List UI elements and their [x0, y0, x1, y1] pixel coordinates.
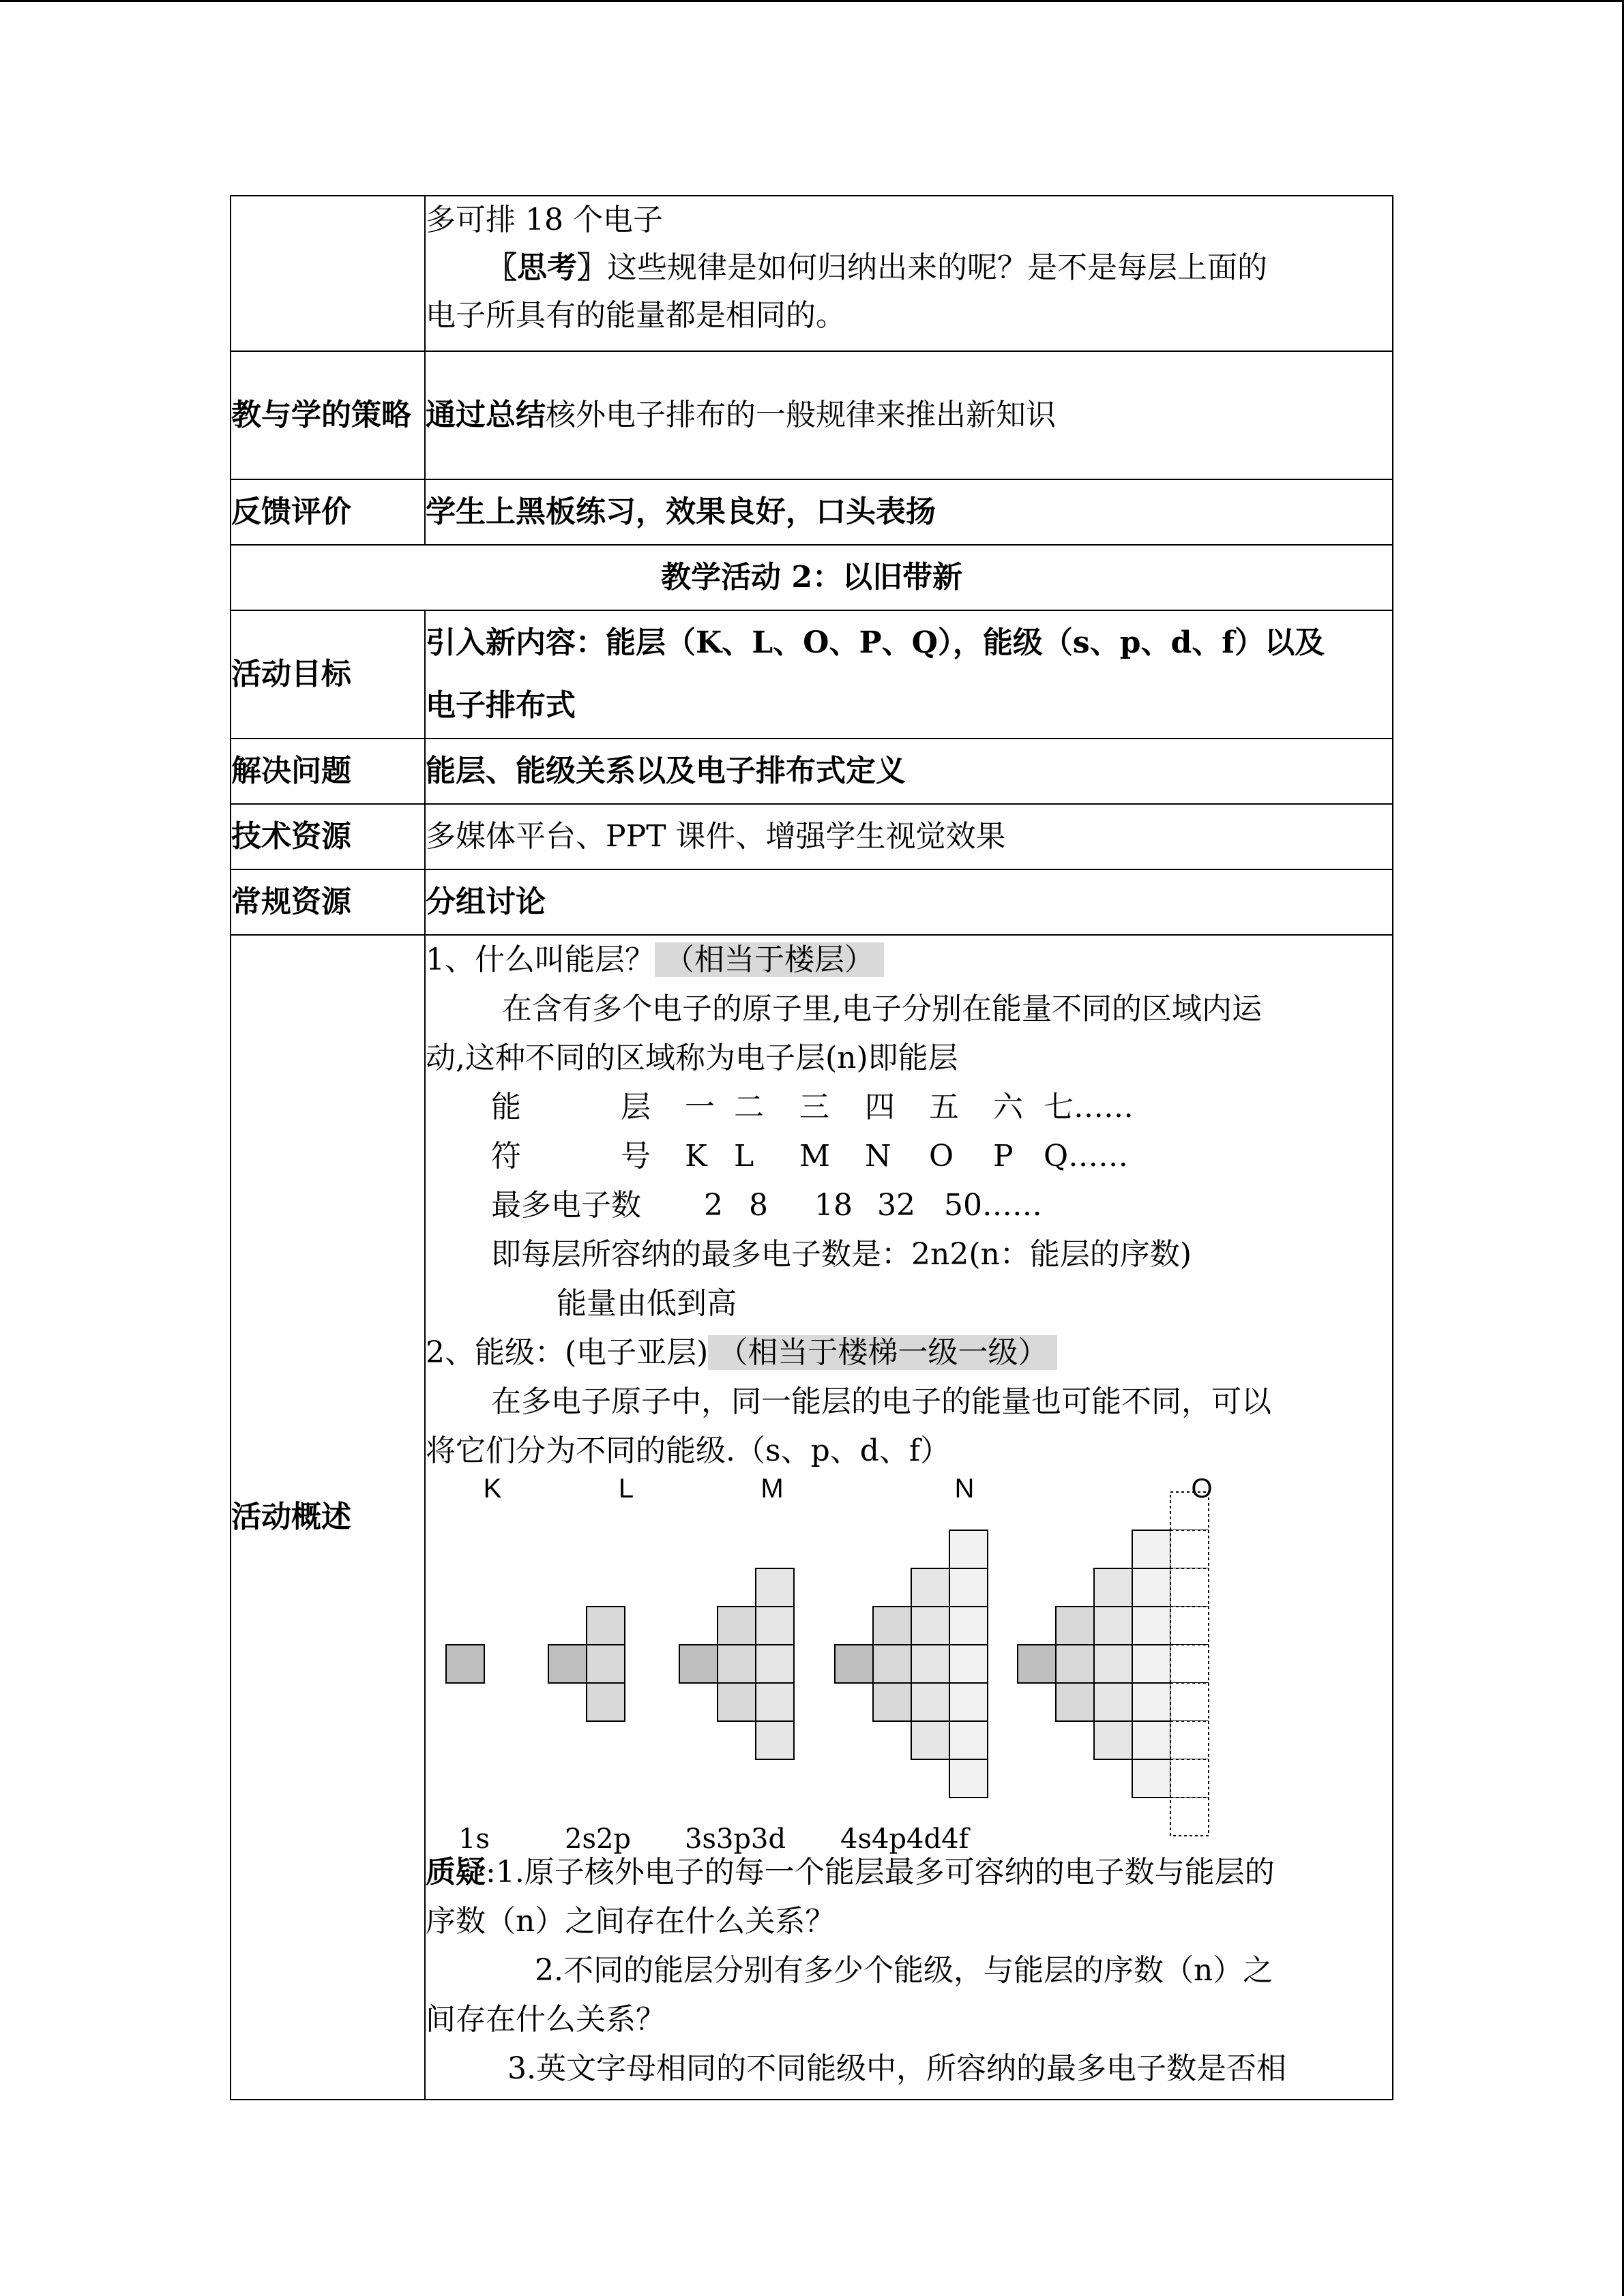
level-symbols-row — [426, 1132, 1392, 1181]
orbital-box-s — [1018, 1645, 1056, 1683]
orbital-box-g — [1170, 1607, 1209, 1645]
orbital-box-g — [1170, 1759, 1209, 1798]
text: O — [929, 1139, 954, 1174]
text: K — [685, 1139, 707, 1174]
table-row — [231, 739, 1393, 804]
text-line: 多可排 18 个电子 — [426, 203, 663, 237]
text: Q…… — [1044, 1139, 1129, 1174]
orbital-box-g — [1170, 1798, 1209, 1836]
orbital-box-f — [1132, 1645, 1170, 1683]
content-cell — [425, 610, 1393, 739]
think-tag: 〖思考〗 — [487, 250, 607, 285]
text: L — [734, 1139, 754, 1174]
orbital-box-d — [1094, 1607, 1132, 1645]
orbital-box-g — [1170, 1721, 1209, 1759]
overview-cell — [425, 935, 1393, 2100]
text: 32 — [877, 1188, 915, 1223]
content-cell: 分组讨论 — [425, 869, 1393, 935]
orbital-box-s — [679, 1645, 718, 1683]
text-line: 将它们分为不同的能级.（s、p、d、f） — [426, 1433, 951, 1468]
orbital-box-f — [949, 1683, 988, 1721]
shell-letter: M — [761, 1474, 784, 1504]
orbital-box-d — [911, 1607, 949, 1645]
orbital-box-p — [873, 1645, 911, 1683]
energy-level-svg — [426, 1473, 1408, 1855]
sublevel-label: 2s2p — [565, 1823, 632, 1855]
content-cell — [425, 351, 1393, 479]
content-cell: 学生上黑板练习，效果良好，口头表扬 — [425, 479, 1393, 545]
orbital-box-g — [1170, 1645, 1209, 1683]
orbital-box-f — [1132, 1530, 1170, 1568]
orbital-box-g — [1170, 1683, 1209, 1721]
table-row — [231, 351, 1393, 479]
orbital-box-d — [756, 1645, 794, 1683]
orbital-box-g — [1170, 1530, 1209, 1568]
orbital-box-s — [446, 1645, 484, 1683]
text-line: 在多电子原子中，同一能层的电子的能量也可能不同，可以 — [491, 1384, 1271, 1419]
orbital-box-p — [587, 1607, 625, 1645]
content-cell: 多媒体平台、PPT 课件、增强学生视觉效果 — [425, 804, 1393, 869]
row-label: 解决问题 — [231, 739, 425, 804]
text: 三 — [799, 1090, 829, 1124]
row-label: 活动目标 — [231, 610, 425, 739]
orbital-box-d — [756, 1607, 794, 1645]
text: 50…… — [944, 1188, 1042, 1223]
bold-text: 通过总结 — [426, 398, 546, 432]
orbital-box-p — [873, 1683, 911, 1721]
orbital-box-d — [1094, 1721, 1132, 1759]
shell-letter: L — [618, 1474, 634, 1504]
text-line: 引入新内容：能层（K、L、O、P、Q），能级（s、p、d、f）以及 — [426, 625, 1325, 660]
orbital-box-p — [1056, 1645, 1094, 1683]
text-line: 3.英文字母相同的不同能级中，所容纳的最多电子数是否相 — [507, 2051, 1286, 2086]
table-row — [231, 869, 1393, 935]
page-top-border — [0, 0, 1624, 2]
orbital-box-f — [1132, 1721, 1170, 1759]
text: :1.原子核外电子的每一个能层最多可容纳的电子数与能层的 — [486, 1855, 1275, 1890]
shell-letter: N — [954, 1474, 975, 1504]
orbital-box-p — [718, 1607, 756, 1645]
text: 号 — [621, 1139, 651, 1174]
orbital-box-s — [835, 1645, 873, 1683]
orbital-box-f — [949, 1568, 988, 1607]
empty-label-cell — [231, 196, 425, 351]
shell-letter: O — [1191, 1474, 1213, 1504]
table-row — [231, 196, 1393, 351]
table-row — [231, 804, 1393, 869]
text: 层 — [621, 1090, 651, 1124]
row-label: 活动概述 — [231, 935, 425, 2100]
text-line: 2.不同的能层分别有多少个能级，与能层的序数（n）之 — [535, 1953, 1273, 1988]
orbital-box-d — [1094, 1568, 1132, 1607]
orbital-box-f — [949, 1607, 988, 1645]
orbital-box-d — [756, 1683, 794, 1721]
query-tag: 质疑 — [426, 1855, 486, 1890]
shell-letter: K — [483, 1474, 502, 1504]
row-label: 技术资源 — [231, 804, 425, 869]
content-cell — [425, 196, 1393, 351]
orbital-box-p — [587, 1683, 625, 1721]
table-row — [231, 479, 1393, 545]
text: 符 — [491, 1139, 521, 1174]
orbital-box-p — [718, 1645, 756, 1683]
orbital-box-d — [911, 1645, 949, 1683]
text-line: 电子所具有的能量都是相同的。 — [426, 298, 846, 333]
sublevel-label: 4s4p4d4f — [840, 1823, 969, 1855]
lesson-plan-table — [230, 195, 1393, 2100]
text: 1、什么叫能层？ — [426, 942, 655, 977]
text-line: 序数（n）之间存在什么关系？ — [426, 1904, 836, 1939]
orbital-box-g — [1170, 1568, 1209, 1607]
text: P — [993, 1139, 1014, 1174]
orbital-box-p — [587, 1645, 625, 1683]
text: 8 — [749, 1188, 768, 1223]
text: 五 — [929, 1090, 959, 1124]
orbital-box-d — [756, 1568, 794, 1607]
orbital-box-f — [949, 1759, 988, 1798]
energy-line: 能量由低到高 — [557, 1286, 737, 1321]
orbital-box-p — [718, 1683, 756, 1721]
content-cell: 能层、能级关系以及电子排布式定义 — [425, 739, 1393, 804]
text: 2、能级：(电子亚层) — [426, 1335, 709, 1370]
orbital-box-d — [911, 1683, 949, 1721]
formula-line: 即每层所容纳的最多电子数是：2n2(n：能层的序数) — [491, 1237, 1192, 1272]
query-1 — [426, 1848, 1392, 1897]
orbital-box-d — [1094, 1645, 1132, 1683]
orbital-box-d — [1094, 1683, 1132, 1721]
text: 四 — [865, 1090, 895, 1124]
row-label: 教与学的策略 — [231, 351, 425, 479]
text: 一 — [685, 1090, 715, 1124]
text: 七…… — [1044, 1090, 1134, 1124]
question-2 — [426, 1328, 1392, 1377]
text: M — [799, 1139, 831, 1174]
table-row — [231, 545, 1393, 610]
orbital-box-p — [1056, 1607, 1094, 1645]
text: 核外电子排布的一般规律来推出新知识 — [546, 398, 1056, 432]
orbital-box-f — [949, 1721, 988, 1759]
highlight: （相当于楼梯一级一级） — [708, 1335, 1057, 1370]
orbital-box-f — [1132, 1759, 1170, 1798]
text: 最多电子数 — [491, 1188, 641, 1223]
orbital-box-d — [756, 1721, 794, 1759]
table-row — [231, 935, 1393, 2100]
text: 六 — [993, 1090, 1023, 1124]
question-1 — [426, 936, 1392, 985]
text-line: 间存在什么关系？ — [426, 2002, 666, 2037]
max-electrons-row — [426, 1181, 1392, 1230]
text-line: 在含有多个电子的原子里,电子分别在能量不同的区域内运 — [502, 992, 1262, 1026]
sublevel-label: 3s3p3d — [685, 1823, 786, 1855]
energy-level-diagram — [426, 1473, 1408, 1855]
level-names-row — [426, 1083, 1392, 1132]
sublevel-label: 1s — [458, 1823, 490, 1855]
think-paragraph — [426, 244, 1392, 292]
row-label: 反馈评价 — [231, 479, 425, 545]
text-line: 动,这种不同的区域称为电子层(n)即能层 — [426, 1041, 958, 1075]
highlight: （相当于楼层） — [655, 942, 884, 977]
orbital-box-f — [1132, 1568, 1170, 1607]
text: 二 — [734, 1090, 764, 1124]
orbital-box-d — [911, 1568, 949, 1607]
text: N — [865, 1139, 891, 1174]
text: 能 — [491, 1090, 521, 1124]
text: 18 — [814, 1188, 853, 1223]
text: 2 — [704, 1188, 723, 1223]
orbital-box-p — [1056, 1683, 1094, 1721]
row-label: 常规资源 — [231, 869, 425, 935]
activity-title: 教学活动 2：以旧带新 — [231, 545, 1393, 610]
orbital-box-f — [949, 1645, 988, 1683]
table-row — [231, 610, 1393, 739]
orbital-box-s — [548, 1645, 587, 1683]
text-line: 电子排布式 — [426, 688, 576, 723]
orbital-box-f — [949, 1530, 988, 1568]
orbital-box-d — [911, 1721, 949, 1759]
orbital-box-p — [873, 1607, 911, 1645]
orbital-box-f — [1132, 1683, 1170, 1721]
text-line: 这些规律是如何归纳出来的呢？是不是每层上面的 — [607, 250, 1267, 285]
orbital-box-f — [1132, 1607, 1170, 1645]
